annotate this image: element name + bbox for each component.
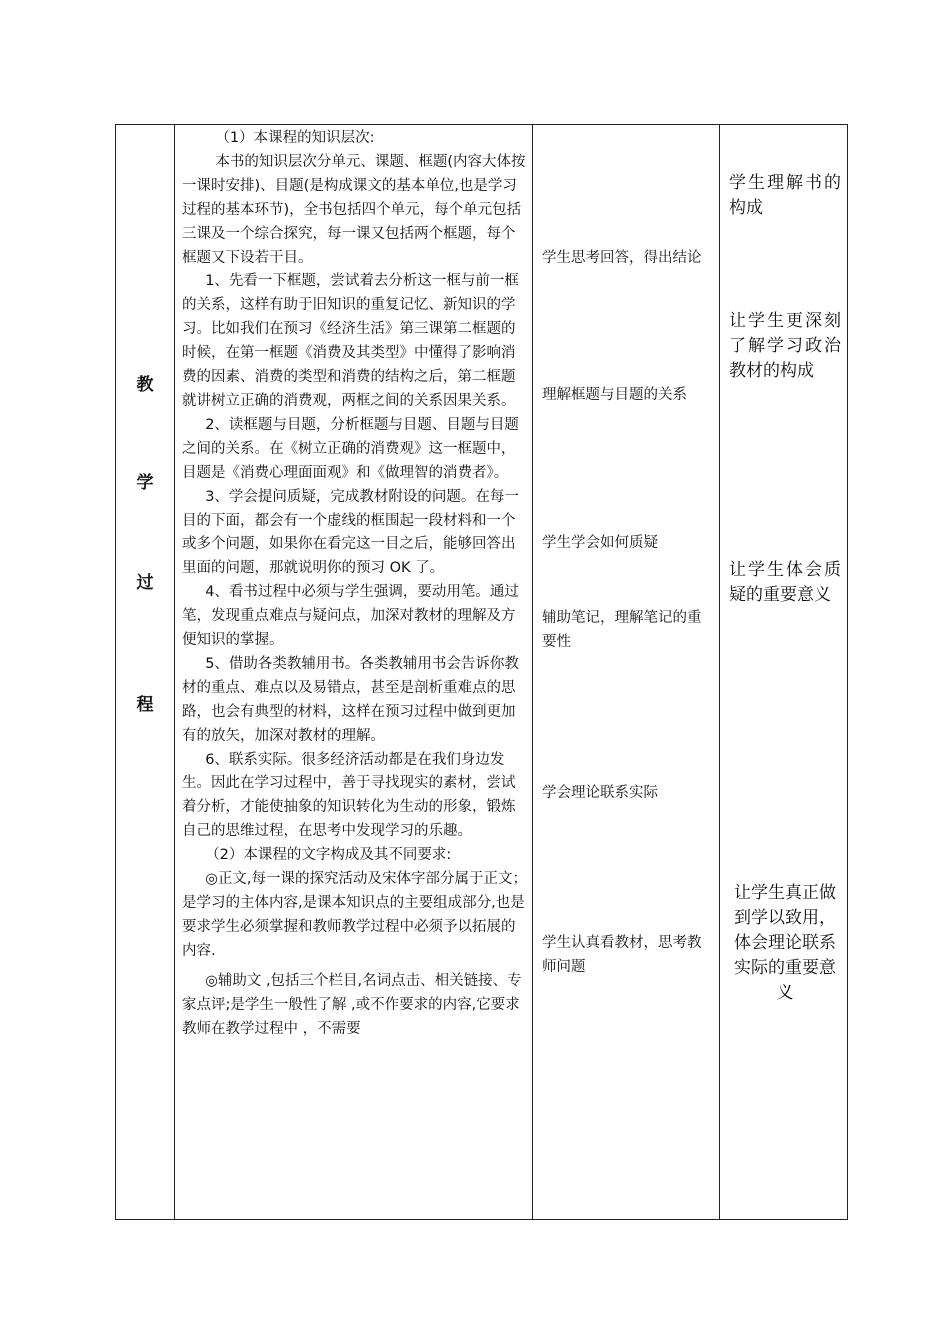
design-intent: 让学生真正做到学以致用，体会理论联系实际的重要意义: [734, 883, 836, 1003]
student-activity: 学生学会如何质疑: [542, 535, 658, 551]
column-divider: [719, 125, 720, 1219]
content-paragraph: 4、看书过程中必须与学生强调，要动用笔。通过笔，发现重点难点与疑问点，加深对教材的理解及方便知识的掌握。: [182, 584, 519, 649]
design-intent: 学生理解书的构成: [729, 173, 841, 218]
teaching-content: [182, 127, 528, 1041]
student-activity: 学生思考回答，得出结论: [542, 250, 702, 266]
content-paragraph: 5、借助各类教辅用书。各类教辅用书会告诉你教材的重点、难点以及易错点，甚至是剖析重难点的思路，也会有典型的材料，这样在预习过程中做到更加有的放矢，加深对教材的理解。: [182, 655, 519, 744]
content-paragraph: ◎正文,每一课的探究活动及宋体字部分属于正文；是学习的主体内容,是课本知识点的主要组成部分,也是要求学生必须掌握和教师教学过程中必须予以拓展的内容.: [182, 871, 527, 959]
student-activity: 理解框题与目题的关系: [542, 387, 687, 403]
design-intent: 让学生更深刻了解学习政治教材的构成: [729, 311, 841, 381]
content-paragraph: 本书的知识层次分单元、课题、框题(内容大体按一课时安排)、目题(是构成课文的基本单位,也是学习过程的基本环节)，全书包括四个单元，每个单元包括三课及一个综合探究，每一课又包括两个框题，每个框题又下设若干目。: [182, 153, 526, 266]
student-activity: 辅助笔记，理解笔记的重要性: [542, 610, 702, 650]
column-divider: [532, 125, 533, 1219]
section-label: [116, 125, 174, 1219]
content-heading: （2）本课程的文字构成及其不同要求:: [205, 847, 452, 864]
section-label-char: 程: [136, 695, 154, 715]
section-label-char: 学: [136, 473, 154, 493]
section-label-char: 过: [136, 573, 154, 593]
content-paragraph: 2、读框题与目题，分析框题与目题、目题与目题之间的关系。在《树立正确的消费观》这一框题中，目题是《消费心理面面观》和《做理智的消费者》。: [182, 416, 519, 481]
student-activity: 学会理论联系实际: [542, 785, 658, 801]
design-intent: 让学生体会质疑的重要意义: [729, 560, 841, 605]
column-divider: [174, 125, 175, 1219]
content-paragraph: 1、先看一下框题，尝试着去分析这一框与前一框的关系，这样有助于旧知识的重复记忆、新知识的学习。比如我们在预习《经济生活》第三课第二框题的时候，在第一框题《消费及其类型》中懂得了影响消费的因素、消费的类型和消费的结构之后，第二框题就讲树立正确的消费观，两框之间的关系因果关系。: [182, 273, 519, 409]
content-paragraph: 6、联系实际。很多经济活动都是在我们身边发生。因此在学习过程中，善于寻找现实的素材，尝试着分析，才能使抽象的知识转化为生动的形象，锻炼自己的思维过程，在思考中发现学习的乐趣。: [182, 751, 516, 840]
student-activity: 学生认真看教材，思考教师问题: [542, 935, 702, 975]
section-label-char: 教: [136, 375, 154, 395]
lesson-process-table: [115, 124, 848, 1220]
content-heading: （1）本课程的知识层次:: [215, 130, 375, 146]
content-paragraph: ◎辅助文 ,包括三个栏目,名词点击、相关链接、专家点评;是学生一般性了解 ,或不作要求的内容,它要求教师在教学过程中 ，不需要: [182, 972, 522, 1037]
content-paragraph: 3、学会提问质疑，完成教材附设的问题。在每一目的下面，都会有一个虚线的框围起一段材料和一个或多个问题，如果你在看完这一目之后，能够回答出里面的问题，那就说明你的预习 OK 了。: [182, 488, 519, 577]
